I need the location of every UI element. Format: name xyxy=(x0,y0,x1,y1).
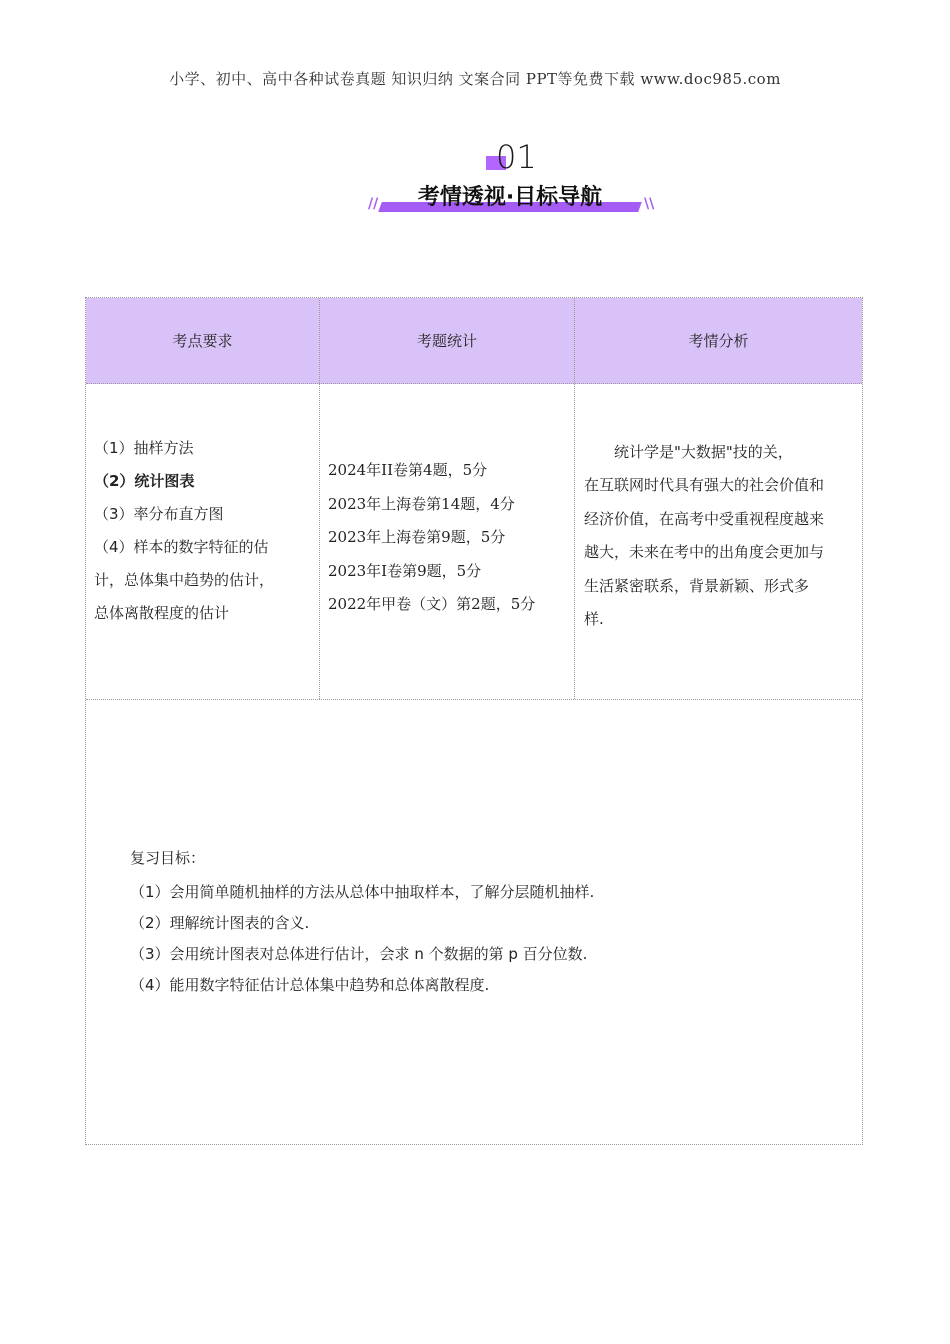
header-analysis: 考情分析 xyxy=(688,332,749,350)
analysis-line: 在互联网时代具有强大的社会价值和 xyxy=(584,476,825,495)
analysis-line: 统计学是"大数据"技的关， xyxy=(584,443,793,461)
exam-analysis-table xyxy=(85,297,863,1145)
review-goals xyxy=(130,843,830,1001)
goal-item: （2）理解统计图表的含义. xyxy=(130,914,310,932)
page-header: 小学、初中、高中各种试卷真题 知识归纳 文案合同 PPT等免费下载 www.doc985.com xyxy=(169,70,781,88)
analysis-line: 越大，未来在考中的出角度会更加与 xyxy=(584,543,825,562)
exam-record: 2023年上海卷第9题，5分 xyxy=(328,528,506,546)
section-number xyxy=(480,138,560,178)
header-statistics: 考题统计 xyxy=(416,332,477,350)
slash-decoration-right: \\ xyxy=(644,196,655,212)
requirement-line: （1）抽样方法 xyxy=(94,439,194,457)
goal-item: （3）会用统计图表对总体进行估计，会求 n 个数据的第 p 百分位数. xyxy=(130,945,588,963)
requirement-line: （3）率分布直方图 xyxy=(94,505,224,523)
goals-heading: 复习目标： xyxy=(130,849,206,867)
analysis-line: 生活紧密联系，背景新颖、形式多 xyxy=(584,576,810,595)
exam-record: 2023年I卷第9题，5分 xyxy=(328,561,482,580)
exam-record: 2022年甲卷（文）第2题，5分 xyxy=(328,595,536,613)
analysis-line: 经济价值，在高考中受重视程度越来 xyxy=(584,509,825,528)
header-requirements: 考点要求 xyxy=(172,332,233,350)
requirements-cell xyxy=(94,432,316,630)
analysis-cell xyxy=(584,436,856,636)
column-divider xyxy=(319,298,320,699)
requirement-line: 计，总体集中趋势的估计， xyxy=(94,571,275,589)
section-title xyxy=(360,178,660,218)
goal-item: （4）能用数字特征估计总体集中趋势和总体离散程度. xyxy=(130,976,490,994)
column-divider xyxy=(574,298,575,699)
analysis-line: 样. xyxy=(584,610,604,629)
slash-decoration-left: // xyxy=(368,196,379,212)
requirement-line: 总体离散程度的估计 xyxy=(94,604,230,622)
section-title-text: 考情透视·目标导航 xyxy=(417,185,603,210)
section-number-text: 01 xyxy=(496,138,537,176)
requirement-line: （2）统计图表 xyxy=(94,472,195,490)
exam-record: 2024年II卷第4题，5分 xyxy=(328,461,488,479)
exam-record: 2023年上海卷第14题，4分 xyxy=(328,494,515,513)
table-header-row xyxy=(86,298,862,384)
requirement-line: （4）样本的数字特征的估 xyxy=(94,538,269,556)
goal-item: （1）会用简单随机抽样的方法从总体中抽取样本，了解分层随机抽样. xyxy=(130,883,595,901)
row-divider xyxy=(86,699,862,700)
statistics-cell xyxy=(328,454,568,622)
